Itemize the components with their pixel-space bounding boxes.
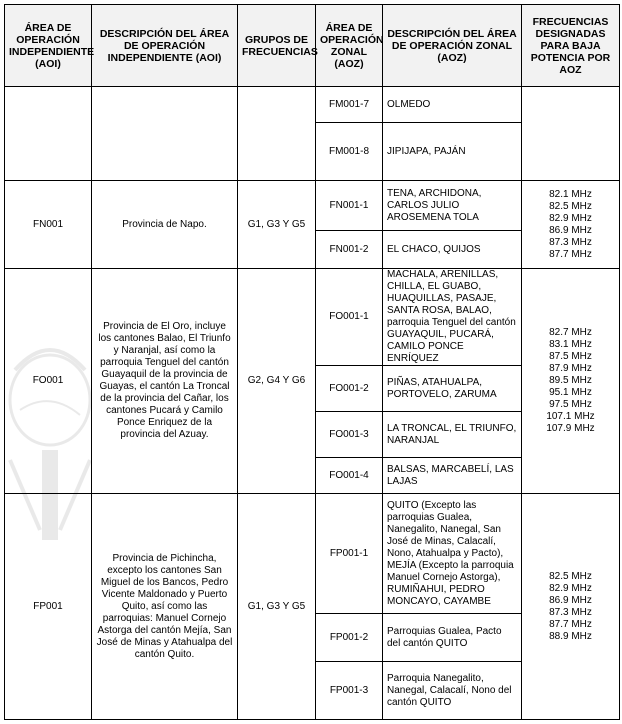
aoz-code: FO001-3 bbox=[316, 412, 383, 458]
aoz-code: FO001-2 bbox=[316, 366, 383, 412]
header-aoi-description: DESCRIPCIÓN DEL ÁREA DE OPERACIÓN INDEPENDIENTE (AOI) bbox=[92, 5, 238, 87]
frequency-value: 107.1 MHz bbox=[546, 411, 595, 422]
frequency-value: 89.5 MHz bbox=[549, 375, 592, 386]
table-row bbox=[5, 181, 620, 231]
aoz-description: JIPIJAPA, PAJÁN bbox=[383, 123, 522, 181]
table-row bbox=[5, 494, 620, 614]
aoi-description-cell bbox=[92, 87, 238, 181]
aoi-cell: FN001 bbox=[5, 181, 92, 269]
header-aoz: ÁREA DE OPERACIÓN ZONAL (AOZ) bbox=[316, 5, 383, 87]
aoz-description: Parroquia Nanegalito, Nanegal, Calacalí, Nono del cantón QUITO bbox=[383, 662, 522, 720]
frequency-value: 82.5 MHz bbox=[549, 200, 592, 212]
frequency-value: 86.9 MHz bbox=[549, 594, 592, 606]
aoz-description: LA TRONCAL, EL TRIUNFO, NARANJAL bbox=[383, 412, 522, 458]
frequency-value: 87.3 MHz bbox=[549, 236, 592, 248]
aoi-description-cell: Provincia de Napo. bbox=[92, 181, 238, 269]
aoz-code: FO001-1 bbox=[316, 269, 383, 366]
header-designated-frequencies: FRECUENCIAS DESIGNADAS PARA BAJA POTENCIA POR AOZ bbox=[522, 5, 620, 87]
frequency-groups-cell: G1, G3 Y G5 bbox=[238, 181, 316, 269]
aoz-description: MACHALA, ARENILLAS, CHILLA, EL GUABO, HUAQUILLAS, PASAJE, SANTA ROSA, BALAO, parroquia Tenguel del cantón GUAYAQUIL, PUCARÁ, CAMILO PONCE ENRÍQUEZ bbox=[383, 269, 522, 366]
frequency-value: 87.5 MHz bbox=[549, 351, 592, 362]
frequency-value: 88.9 MHz bbox=[549, 630, 592, 642]
frequency-value: 82.9 MHz bbox=[549, 582, 592, 594]
aoi-cell: FO001 bbox=[5, 269, 92, 494]
aoz-code: FP001-2 bbox=[316, 614, 383, 662]
aoz-description: BALSAS, MARCABELÍ, LAS LAJAS bbox=[383, 458, 522, 494]
table-row bbox=[5, 269, 620, 366]
table-row bbox=[5, 87, 620, 123]
header-aoz-description: DESCRIPCIÓN DEL ÁREA DE OPERACIÓN ZONAL (AOZ) bbox=[383, 5, 522, 87]
aoi-description-cell: Provincia de El Oro, incluye los cantones Balao, El Triunfo y Naranjal, así como la parroquia Tenguel del cantón Guayaquil de la provincia de Guayas, el cantón La Troncal de la provincia del Cañar, los cantones Pucará y Camilo Ponce Enriquez de la provincia del Azuay. bbox=[92, 269, 238, 494]
aoi-description-cell: Provincia de Pichincha, excepto los cantones San Miguel de los Bancos, Pedro Vicente Maldonado y Puerto Quito, así como las parroquias: Manuel Cornejo Astorga del cantón Mejía, San José de Minas y Atahualpa del cantón Quito. bbox=[92, 494, 238, 720]
frequency-value: 107.9 MHz bbox=[546, 423, 595, 434]
frequencies-cell bbox=[522, 181, 620, 269]
aoi-cell: FP001 bbox=[5, 494, 92, 720]
frequency-table bbox=[4, 4, 620, 720]
frequency-value: 82.1 MHz bbox=[549, 188, 592, 200]
frequency-value: 87.9 MHz bbox=[549, 363, 592, 374]
aoz-code: FN001-2 bbox=[316, 231, 383, 269]
frequency-value: 82.5 MHz bbox=[549, 570, 592, 582]
frequency-groups-cell: G2, G4 Y G6 bbox=[238, 269, 316, 494]
frequency-value: 82.9 MHz bbox=[549, 212, 592, 224]
aoz-description: PIÑAS, ATAHUALPA, PORTOVELO, ZARUMA bbox=[383, 366, 522, 412]
aoz-code: FO001-4 bbox=[316, 458, 383, 494]
aoz-code: FM001-7 bbox=[316, 87, 383, 123]
frequency-value: 87.7 MHz bbox=[549, 618, 592, 630]
header-aoi: ÁREA DE OPERACIÓN INDEPENDIENTE (AOI) bbox=[5, 5, 92, 87]
aoz-code: FM001-8 bbox=[316, 123, 383, 181]
frequency-value: 95.1 MHz bbox=[549, 387, 592, 398]
frequency-value: 82.7 MHz bbox=[549, 327, 592, 338]
aoz-description: QUITO (Excepto las parroquias Gualea, Nanegalito, Nanegal, San José de Minas, Calacalí, Nono, Atahualpa y Pacto), MEJÍA (Excepto la parroquia Manuel Cornejo Astorga), RUMIÑAHUI, PEDRO MONCAYO, CAYAMBE bbox=[383, 494, 522, 614]
frequency-value: 86.9 MHz bbox=[549, 224, 592, 236]
aoz-code: FN001-1 bbox=[316, 181, 383, 231]
frequencies-cell bbox=[522, 269, 620, 494]
header-frequency-groups: GRUPOS DE FRECUENCIAS bbox=[238, 5, 316, 87]
aoz-description: OLMEDO bbox=[383, 87, 522, 123]
frequency-value: 97.5 MHz bbox=[549, 399, 592, 410]
frequencies-cell bbox=[522, 494, 620, 720]
frequency-value: 87.7 MHz bbox=[549, 248, 592, 260]
aoi-cell bbox=[5, 87, 92, 181]
aoz-description: TENA, ARCHIDONA, CARLOS JULIO AROSEMENA TOLA bbox=[383, 181, 522, 231]
header-row bbox=[5, 5, 620, 87]
aoz-description: EL CHACO, QUIJOS bbox=[383, 231, 522, 269]
aoz-code: FP001-3 bbox=[316, 662, 383, 720]
aoz-code: FP001-1 bbox=[316, 494, 383, 614]
frequencies-cell bbox=[522, 87, 620, 181]
aoz-description: Parroquias Gualea, Pacto del cantón QUITO bbox=[383, 614, 522, 662]
frequency-groups-cell bbox=[238, 87, 316, 181]
frequency-value: 87.3 MHz bbox=[549, 606, 592, 618]
frequency-groups-cell: G1, G3 Y G5 bbox=[238, 494, 316, 720]
frequency-value: 83.1 MHz bbox=[549, 339, 592, 350]
